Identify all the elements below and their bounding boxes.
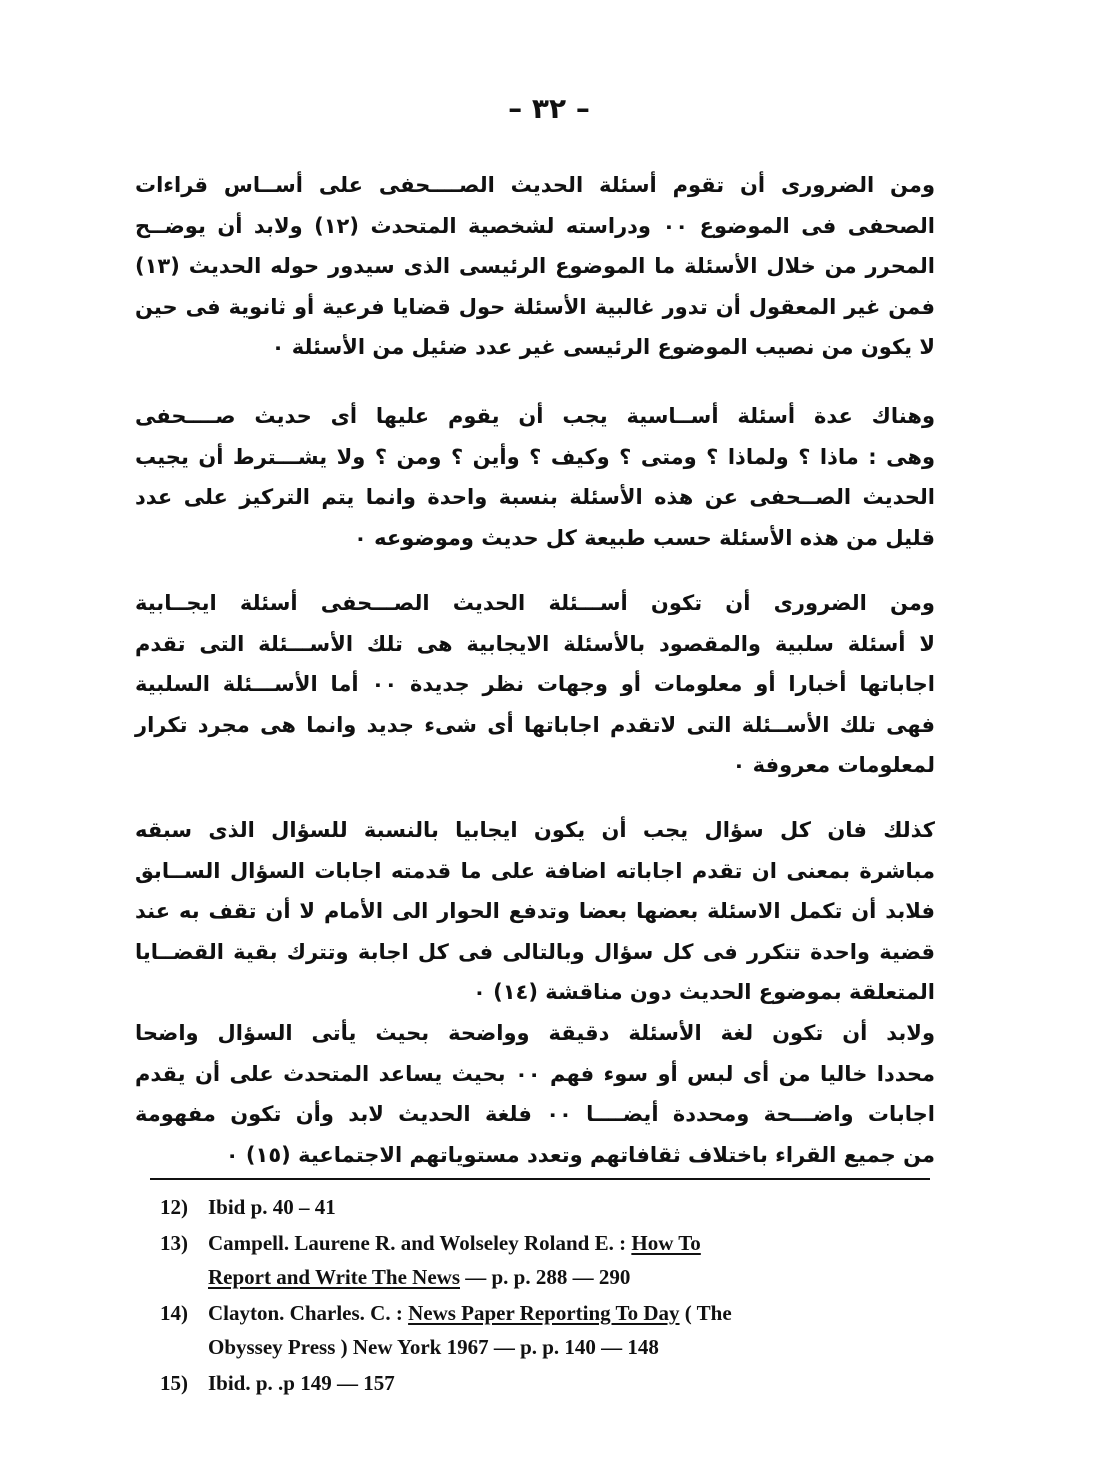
text-line: ومن الضرورى أن تقوم أسئلة الحديث الصــــحفى على أســاس قراءات <box>135 173 935 197</box>
text-line: ومن الضرورى أن تكون أســـئلة الحديث الصـــحفى أسئلة ايجــابية <box>135 591 935 615</box>
text-line: فمن غير المعقول أن تدور غالبية الأسئلة حول قضايا فرعية أو ثانوية فى حين <box>135 294 935 319</box>
footnote-number: 15) <box>160 1371 188 1395</box>
footnotes <box>160 1190 930 1400</box>
footnote-text: Ibid p. 40 – 41 <box>208 1195 336 1219</box>
text-line: وهناك عدة أسئلة أســاسية يجب أن يقوم عليها أى حديث صــــحفى <box>135 404 935 428</box>
footnote-title: How To <box>631 1231 701 1255</box>
text-line: من جميع القراء باختلاف ثقافاتهم وتعدد مستوياتهم الاجتماعية (١٥) ٠ <box>225 1142 935 1167</box>
footnote-continuation: Obyssey Press ) New York 1967 — p. p. 140 — 148 <box>208 1335 659 1359</box>
paragraph-5 <box>135 1013 935 1175</box>
text-line: كذلك فان كل سؤال يجب أن يكون ايجابيا بالنسبة للسؤال الذى سبقه <box>135 818 935 842</box>
text-line: لا يكون من نصيب الموضوع الرئيسى غير عدد ضئيل من الأسئلة ٠ <box>271 335 935 359</box>
text-line: الحديث الصــحفى عن هذه الأسئلة بنسبة واحدة وانما يتم التركيز على عدد <box>135 485 935 509</box>
footnote-text: Ibid. p. .p 149 — 157 <box>208 1371 395 1395</box>
footnote-13 <box>160 1226 930 1294</box>
text-line: فهى تلك الأســئلة التى لاتقدم اجاباتها أى شىء جديد وانما هى مجرد تكرار <box>135 712 935 737</box>
paragraph-4 <box>135 810 935 1013</box>
footnote-12 <box>160 1190 930 1224</box>
text-line: اجاباتها أخبارا أو معلومات أو وجهات نظر جديدة ٠٠ أما الأســـئلة السلبية <box>135 672 935 696</box>
text-line: محددا خاليا من أى لبس أو سوء فهم ٠٠ بحيث يساعد المتحدث على أن يقدم <box>135 1061 936 1086</box>
footnote-15 <box>160 1366 930 1400</box>
footnote-continuation <box>160 1260 930 1294</box>
footnote-number: 13) <box>160 1231 188 1255</box>
text-line: لا أسئلة سلبية والمقصود بالأسئلة الايجابية هى تلك الأســـئلة التى تقدم <box>135 631 935 656</box>
footnote-14 <box>160 1296 930 1364</box>
page-number: – ٣٢ – <box>508 92 590 125</box>
text-line: الصحفى فى الموضوع ٠٠ ودراسته لشخصية المتحدث (١٢) ولابد أن يوضــح <box>135 213 935 238</box>
text-line: ولابد أن تكون لغة الأسئلة دقيقة وواضحة بحيث يأتى السؤال واضحا <box>135 1021 935 1045</box>
paragraph-1 <box>135 165 935 368</box>
footnote-divider <box>150 1178 930 1180</box>
footnote-title: Report and Write The News <box>208 1265 460 1289</box>
text-line: المحرر من خلال الأسئلة ما الموضوع الرئيسى الذى سيدور حوله الحديث (١٣) <box>135 254 935 278</box>
text-line: قليل من هذه الأسئلة حسب طبيعة كل حديث وموضوعه ٠ <box>354 525 935 550</box>
footnote-number: 14) <box>160 1301 188 1325</box>
text-line: فلابد أن تكمل الاسئلة بعضها بعضا وتدفع الحوار الى الأمام لا أن تقف به عند <box>135 899 935 923</box>
paragraph-3 <box>135 583 935 786</box>
text-line: لمعلومات معروفة ٠ <box>732 753 935 777</box>
footnote-number: 12) <box>160 1195 188 1219</box>
footnote-text: — p. p. 288 — 290 <box>460 1265 631 1289</box>
text-line: وهى : ماذا ؟ ولماذا ؟ ومتى ؟ وكيف ؟ وأين ؟ ومن ؟ ولا يشـــترط أن يجيب <box>135 444 935 469</box>
footnote-title: News Paper Reporting To Day <box>408 1301 680 1325</box>
text-line: مباشرة بمعنى ان تقدم اجاباته اضافة على ما قدمته اجابات السؤال الســابق <box>135 858 935 883</box>
footnote-text: ( The <box>679 1301 732 1325</box>
text-line: قضية واحدة تتكرر فى كل سؤال وبالتالى فى كل اجابة وتترك بقية القضــايا <box>135 939 935 964</box>
paragraph-2 <box>135 396 935 558</box>
text-line: المتعلقة بموضوع الحديث دون مناقشة (١٤) ٠ <box>472 980 935 1004</box>
text-line: اجابات واضـــحة ومحددة أيضــــا ٠٠ فلغة الحديث لابد وأن تكون مفهومة <box>135 1102 936 1126</box>
footnote-text: Clayton. Charles. C. : <box>208 1301 409 1325</box>
footnote-text: Campell. Laurene R. and Wolseley Roland E. : <box>208 1231 632 1255</box>
